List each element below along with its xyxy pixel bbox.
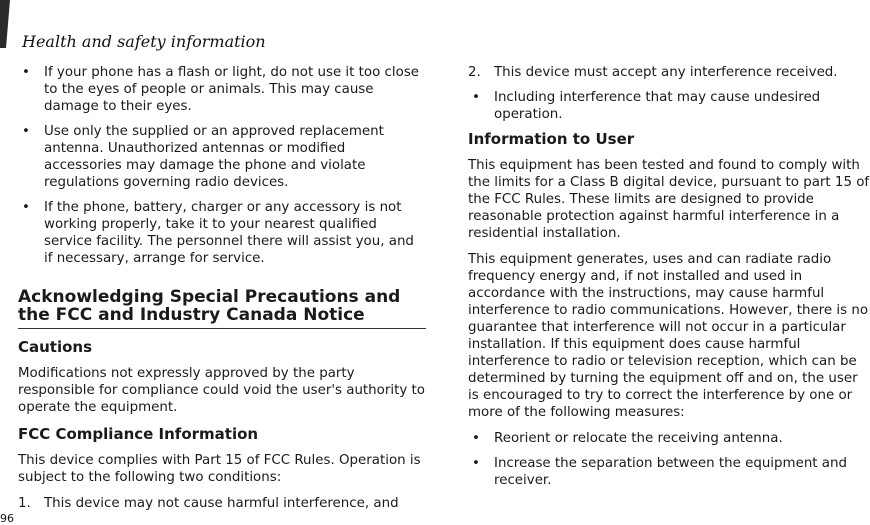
page-header-title: Health and safety information — [22, 32, 266, 51]
list-item: • If your phone has a flash or light, do not use it too close to the eyes of people or animals. This may cause damage to their eyes. — [18, 64, 426, 115]
information-to-user-heading: Information to User — [468, 130, 635, 148]
list-number: 2. — [468, 65, 481, 80]
fcc-compliance-paragraph: This device complies with Part 15 of FCC Rules. Operation is subject to the following two conditions: — [18, 453, 421, 485]
safety-bullet-list — [18, 64, 426, 267]
section-heading: Acknowledging Special Precautions and the FCC and Industry Canada Notice — [18, 288, 426, 329]
fcc-compliance-heading: FCC Compliance Information — [18, 425, 259, 443]
conditions-list — [18, 495, 426, 512]
page-number: 96 — [0, 512, 14, 525]
list-item: • If the phone, battery, charger or any accessory is not working properly, take it to your nearest qualified service facility. The personnel there will assist you, and if necessary, arrange for service. — [18, 199, 426, 267]
list-item: • Reorient or relocate the receiving antenna. — [468, 430, 870, 447]
interference-paragraph: This equipment generates, uses and can radiate radio frequency energy and, if not installed and used in accordance with the instructions, may cause harmful interference to radio communications. However, there is no guarantee that interference will not occur in a particular installation. If this equipment does cause harmful interference to radio or television reception, which can be determined by turning the equipment off and on, the user is encouraged to try to correct the interference by one or more of the following measures: — [468, 252, 869, 420]
list-item: • Including interference that may cause undesired operation. — [468, 89, 870, 123]
conditions-list-continued — [468, 64, 870, 81]
cautions-paragraph: Modifications not expressly approved by the party responsible for compliance could void the user's authority to operate the equipment. — [18, 366, 425, 415]
list-item: • Use only the supplied or an approved replacement antenna. Unauthorized antennas or modified accessories may damage the phone and violate regulations governing radio devices. — [18, 123, 426, 191]
list-number: 1. — [18, 496, 31, 511]
header-accent-bar — [0, 0, 10, 48]
list-item: • Increase the separation between the equipment and receiver. — [468, 455, 870, 489]
compliance-paragraph: This equipment has been tested and found to comply with the limits for a Class B digital device, pursuant to part 15 of the FCC Rules. These limits are designed to provide reasonable protection against harmful interference in a residential installation. — [468, 158, 870, 241]
left-column — [18, 64, 426, 520]
cautions-heading: Cautions — [18, 338, 93, 356]
list-item — [18, 495, 426, 512]
measures-bullet-list — [468, 430, 870, 489]
interference-bullet-list — [468, 89, 870, 123]
list-item-text: This device may not cause harmful interference, and — [44, 496, 399, 511]
right-column — [468, 64, 870, 497]
list-item — [468, 64, 870, 81]
list-item-text: This device must accept any interference received. — [494, 65, 838, 80]
